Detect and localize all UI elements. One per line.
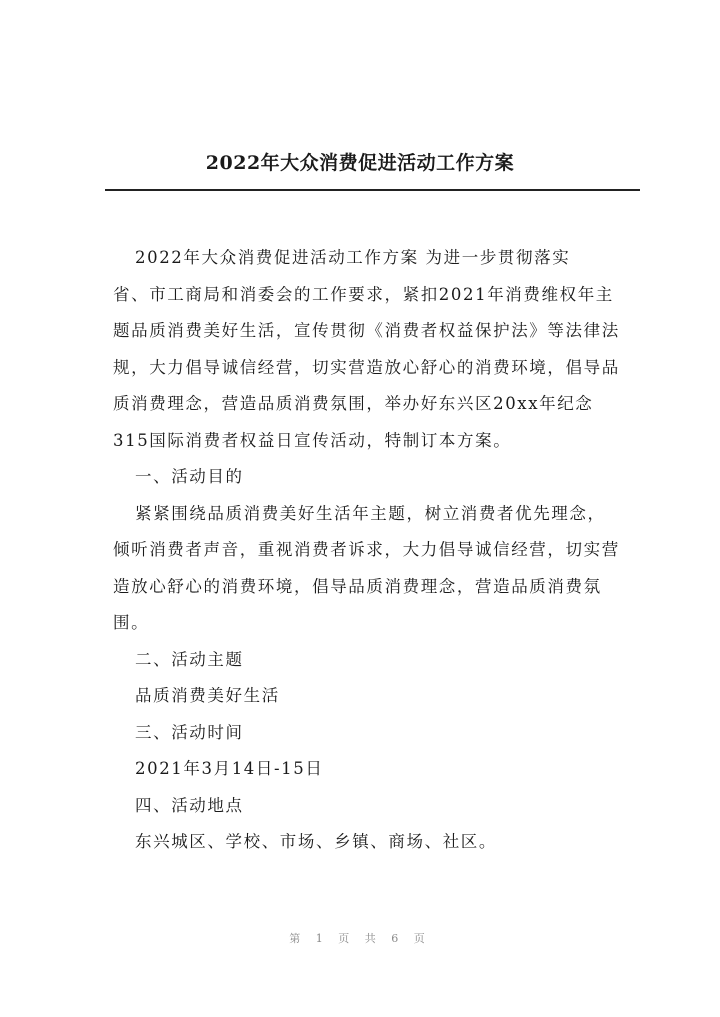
section1-paragraph [113, 496, 670, 642]
intro-line: 省、市工商局和消委会的工作要求，紧扣2021年消费维权年主 [113, 284, 614, 304]
section2-paragraph [135, 678, 670, 715]
intro-line: 315国际消费者权益日宣传活动，特制订本方案。 [113, 430, 512, 450]
section3-text: 2021年3月14日-15日 [135, 759, 324, 778]
section-heading [135, 715, 670, 752]
section1-line: 围。 [113, 613, 150, 632]
section1-heading: 一、活动目的 [135, 467, 244, 486]
title-divider [105, 189, 640, 191]
intro-line: 2022年大众消费促进活动工作方案 为进一步贯彻落实 [135, 248, 571, 267]
intro-line: 质消费理念，营造品质消费氛围，举办好东兴区20xx年纪念 [113, 394, 594, 413]
section4-paragraph [135, 824, 670, 861]
section4-heading: 四、活动地点 [135, 795, 244, 815]
page-title: 2022年大众消费促进活动工作方案 [205, 152, 515, 174]
page-number-footer: 第 1 页 共 6 页 [289, 932, 431, 945]
section2-text: 品质消费美好生活 [135, 686, 280, 705]
document-body [113, 240, 670, 861]
section4-text: 东兴城区、学校、市场、乡镇、商场、社区。 [135, 832, 497, 851]
section-heading [135, 642, 670, 679]
section1-line: 造放心舒心的消费环境，倡导品质消费理念，营造品质消费氛 [113, 576, 602, 596]
intro-line: 规，大力倡导诚信经营，切实营造放心舒心的消费环境，倡导品 [113, 357, 620, 377]
section3-heading: 三、活动时间 [135, 722, 244, 742]
section1-line: 倾听消费者声音，重视消费者诉求，大力倡导诚信经营，切实营 [113, 540, 620, 559]
section1-line: 紧紧围绕品质消费美好生活年主题，树立消费者优先理念， [135, 503, 606, 523]
section3-paragraph [135, 751, 670, 788]
intro-line: 题品质消费美好生活，宣传贯彻《消费者权益保护法》等法律法 [113, 321, 620, 340]
intro-paragraph [113, 240, 670, 459]
section-heading [135, 459, 670, 496]
section-heading [135, 788, 670, 825]
section2-heading: 二、活动主题 [135, 649, 244, 669]
